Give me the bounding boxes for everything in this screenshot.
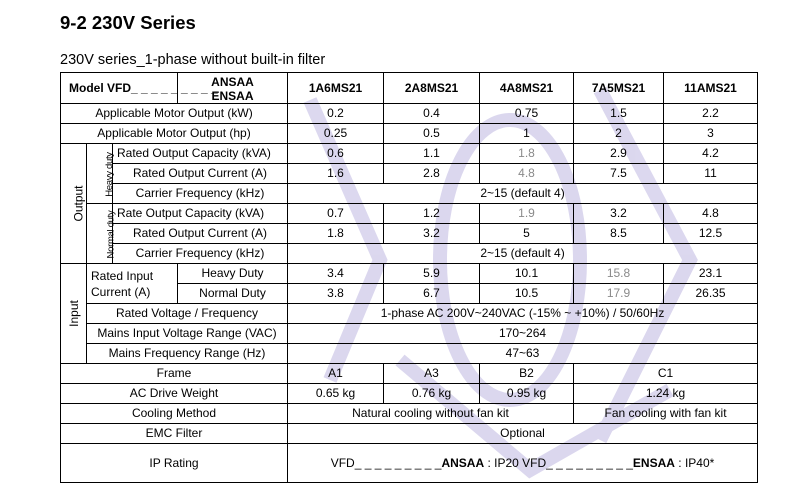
- row-label: Normal Duty: [178, 284, 288, 304]
- cell: 11: [664, 164, 758, 184]
- table-row: [61, 364, 758, 384]
- spec-table: [60, 72, 758, 483]
- table-row: [61, 384, 758, 404]
- model-col-1: 1A6MS21: [288, 73, 384, 104]
- cell: 1.5: [574, 104, 664, 124]
- cell: Natural cooling without fan kit: [288, 404, 574, 424]
- cell: 0.6: [288, 144, 384, 164]
- cell: 0.95 kg: [480, 384, 574, 404]
- header-row: [61, 73, 758, 104]
- normal-duty-label: Normal duty: [87, 204, 113, 264]
- cell: 1: [480, 124, 574, 144]
- cell: 4.8: [480, 164, 574, 184]
- row-label: Rated Output Current (A): [113, 224, 288, 244]
- cell: 170~264: [288, 324, 758, 344]
- cell: 0.65 kg: [288, 384, 384, 404]
- row-label: Mains Input Voltage Range (VAC): [87, 324, 288, 344]
- cell: 12.5: [664, 224, 758, 244]
- cell: 1.9: [480, 204, 574, 224]
- model-col-2: 2A8MS21: [384, 73, 480, 104]
- heavy-duty-label: Heavy duty: [87, 144, 113, 204]
- cell: 5: [480, 224, 574, 244]
- cell: 2~15 (default 4): [288, 184, 758, 204]
- row-label: Rated Output Capacity (kVA): [113, 144, 288, 164]
- cell: 23.1: [664, 264, 758, 284]
- cell: A3: [384, 364, 480, 384]
- cell: 1.24 kg: [574, 384, 758, 404]
- cell: 0.4: [384, 104, 480, 124]
- cell: 3.8: [288, 284, 384, 304]
- table-row: [61, 324, 758, 344]
- cell: 10.5: [480, 284, 574, 304]
- row-label: Carrier Frequency (kHz): [113, 184, 288, 204]
- caption-prefix: 230V series: [60, 52, 137, 68]
- input-group-label: Input: [61, 264, 87, 364]
- table-row: [61, 224, 758, 244]
- table-row: [61, 304, 758, 324]
- table-caption: 230V series_1-phase without built-in filter: [60, 52, 326, 68]
- table-row: [61, 424, 758, 444]
- cell: 1.8: [288, 224, 384, 244]
- ip-rating-cell: [288, 444, 758, 483]
- row-label: Frame: [61, 364, 288, 384]
- table-row: [61, 344, 758, 364]
- table-row: [61, 244, 758, 264]
- row-label: Rate Output Capacity (kVA): [113, 204, 288, 224]
- model-label: Model VFD_ _ _ _ _ _ _ _ _: [61, 73, 178, 104]
- cell: 15.8: [574, 264, 664, 284]
- output-group-label: Output: [61, 144, 87, 264]
- cell: 2.9: [574, 144, 664, 164]
- cell: 7.5: [574, 164, 664, 184]
- cell: 5.9: [384, 264, 480, 284]
- ip-line-2: VFD_ _ _ _ _ _ _ _ _ENSAA : IP40*: [522, 456, 715, 470]
- cell: 1-phase AC 200V~240VAC (-15% ~ +10%) / 50/60Hz: [288, 304, 758, 324]
- cell: 0.76 kg: [384, 384, 480, 404]
- cell: 0.2: [288, 104, 384, 124]
- row-label: Rated Output Current (A): [113, 164, 288, 184]
- cell: B2: [480, 364, 574, 384]
- variant-top: ANSAA: [211, 75, 254, 89]
- cell: 3.2: [574, 204, 664, 224]
- cell: 8.5: [574, 224, 664, 244]
- row-label: EMC Filter: [61, 424, 288, 444]
- row-label: AC Drive Weight: [61, 384, 288, 404]
- cell: 47~63: [288, 344, 758, 364]
- model-col-4: 7A5MS21: [574, 73, 664, 104]
- cell: 26.35: [664, 284, 758, 304]
- cell: 1.1: [384, 144, 480, 164]
- table-row: [61, 264, 758, 284]
- row-label: Cooling Method: [61, 404, 288, 424]
- row-label: Mains Frequency Range (Hz): [87, 344, 288, 364]
- caption-suffix: 1-phase without built-in filter: [144, 52, 326, 68]
- table-row: [61, 204, 758, 224]
- cell: Fan cooling with fan kit: [574, 404, 758, 424]
- variant-bottom: ENSAA: [211, 89, 254, 103]
- cell: 2~15 (default 4): [288, 244, 758, 264]
- table-row: [61, 144, 758, 164]
- cell: 1.2: [384, 204, 480, 224]
- table-row: [61, 184, 758, 204]
- ip-line-1: VFD_ _ _ _ _ _ _ _ _ANSAA : IP20: [330, 456, 519, 470]
- model-col-5: 11AMS21: [664, 73, 758, 104]
- row-label: Heavy Duty: [178, 264, 288, 284]
- rated-input-current-label: Rated Input Current (A): [87, 264, 178, 304]
- cell: 0.25: [288, 124, 384, 144]
- cell: 2: [574, 124, 664, 144]
- table-row: [61, 444, 758, 483]
- row-label: Rated Voltage / Frequency: [87, 304, 288, 324]
- row-label: Applicable Motor Output (kW): [61, 104, 288, 124]
- cell: Optional: [288, 424, 758, 444]
- cell: 4.8: [664, 204, 758, 224]
- row-label: Carrier Frequency (kHz): [113, 244, 288, 264]
- cell: C1: [574, 364, 758, 384]
- cell: 0.75: [480, 104, 574, 124]
- cell: 3: [664, 124, 758, 144]
- row-label: Applicable Motor Output (hp): [61, 124, 288, 144]
- cell: 1.6: [288, 164, 384, 184]
- cell: 6.7: [384, 284, 480, 304]
- cell: 0.7: [288, 204, 384, 224]
- table-row: [61, 404, 758, 424]
- cell: 17.9: [574, 284, 664, 304]
- model-col-3: 4A8MS21: [480, 73, 574, 104]
- cell: 2.2: [664, 104, 758, 124]
- cell: 1.8: [480, 144, 574, 164]
- table-row: [61, 164, 758, 184]
- cell: A1: [288, 364, 384, 384]
- cell: 2.8: [384, 164, 480, 184]
- cell: 0.5: [384, 124, 480, 144]
- row-label: IP Rating: [61, 444, 288, 483]
- cell: 4.2: [664, 144, 758, 164]
- table-row: [61, 124, 758, 144]
- cell: 3.4: [288, 264, 384, 284]
- section-title: 9-2 230V Series: [60, 12, 196, 33]
- cell: 10.1: [480, 264, 574, 284]
- cell: 3.2: [384, 224, 480, 244]
- table-row: [61, 104, 758, 124]
